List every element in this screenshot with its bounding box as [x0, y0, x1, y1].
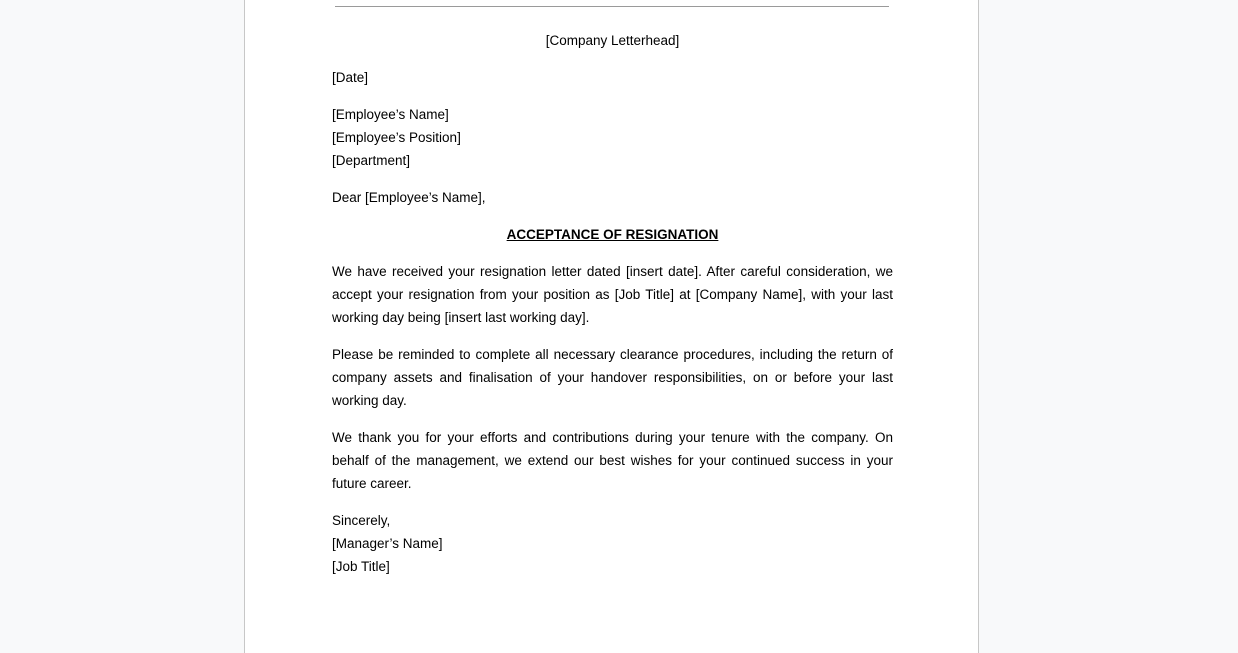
subject-heading: ACCEPTANCE OF RESIGNATION — [506, 227, 719, 242]
body-paragraph-1: We have received your resignation letter dated [insert date]. After careful consideration, we accept your resignation from your position as [Job Title] at [Company Name], with your last working day being [insert last working day]. — [332, 264, 893, 325]
header-divider — [335, 6, 889, 7]
manager-name: [Manager’s Name] — [332, 536, 443, 551]
recipient-block — [332, 103, 893, 172]
subject-heading-wrap — [332, 223, 893, 246]
body-paragraph-2: Please be reminded to complete all necessary clearance procedures, including the return of company assets and finalisation of your handover responsibilities, on or before your last working day. — [332, 347, 893, 408]
letter-date: [Date] — [332, 70, 369, 85]
recipient-department: [Department] — [332, 153, 411, 168]
sign-off: Sincerely, — [332, 513, 391, 528]
recipient-name: [Employee’s Name] — [332, 107, 449, 122]
document-page[interactable] — [244, 0, 979, 653]
company-letterhead: [Company Letterhead] — [545, 33, 680, 48]
recipient-position: [Employee’s Position] — [332, 130, 461, 145]
closing-block — [332, 509, 893, 578]
salutation: Dear [Employee’s Name], — [332, 190, 486, 205]
manager-job-title: [Job Title] — [332, 559, 390, 574]
body-paragraph-3: We thank you for your efforts and contributions during your tenure with the company. On behalf of the management, we extend our best wishes for your continued success in your future career. — [332, 430, 893, 491]
letter-body — [332, 29, 893, 592]
